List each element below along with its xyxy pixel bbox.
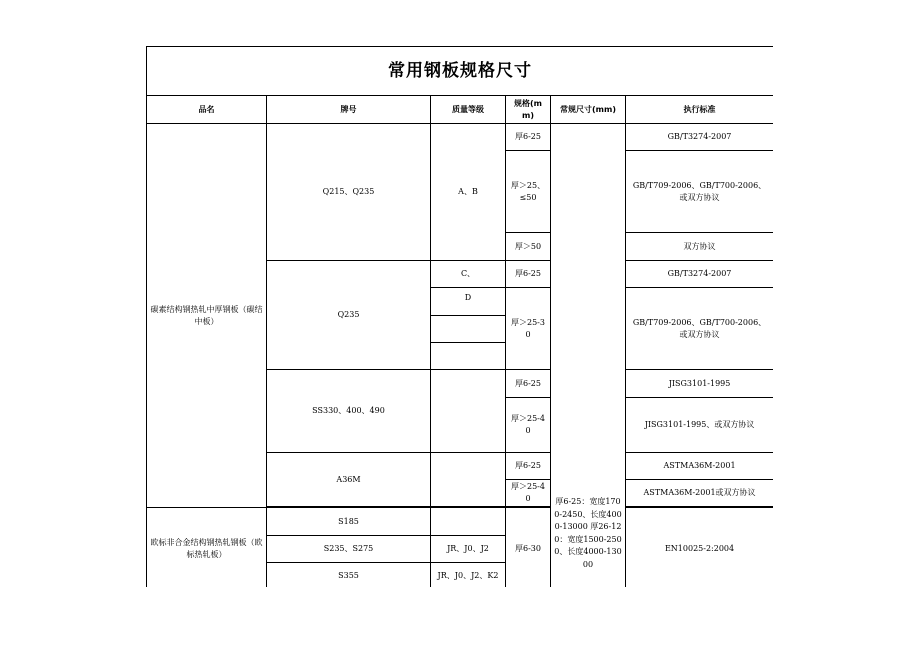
euro-product-name: 欧标非合金结构钢热轧钢板（欧标热轧板） [147, 508, 267, 588]
standard-cell: GB/T3274-2007 [626, 124, 774, 151]
quality-a-b: A、B [431, 124, 506, 261]
empty-cell [431, 316, 506, 343]
header-common-size: 常规尺寸(mm) [551, 96, 626, 124]
standard-cell: ASTMA36M-2001 [626, 453, 774, 480]
quality-cell: JR、J0、J2 [431, 536, 506, 563]
standard-cell: GB/T3274-2007 [626, 261, 774, 288]
grade-s235-s275: S235、S275 [267, 536, 431, 563]
quality-c: C、 [431, 261, 506, 288]
steel-plate-table [146, 46, 773, 587]
header-name: 品名 [147, 96, 267, 124]
spec-cell: 厚6-25 [506, 453, 551, 480]
page-title: 常用钢板规格尺寸 [147, 47, 774, 96]
common-size-text: 厚6-25：宽度1700-2450、长度4000-13000 厚26-120：宽度1500-2500、长度4000-13000 [554, 497, 622, 569]
quality-d: D [431, 288, 506, 316]
grade-a36m: A36M [267, 453, 431, 507]
grade-s355: S355 [267, 563, 431, 588]
standard-cell: GB/T709-2006、GB/T700-2006、或双方协议 [626, 288, 774, 370]
empty-cell [431, 343, 506, 370]
spec-cell: 厚6-25 [506, 124, 551, 151]
spec-cell: 厚6-25 [506, 370, 551, 398]
header-standard: 执行标准 [626, 96, 774, 124]
common-size-cell [551, 124, 626, 588]
header-spec: 规格(mm) [506, 96, 551, 124]
empty-cell [431, 453, 506, 507]
spec-cell: 厚＞25-40 [506, 398, 551, 453]
grade-s185: S185 [267, 508, 431, 536]
empty-cell [431, 370, 506, 453]
standard-cell: GB/T709-2006、GB/T700-2006、或双方协议 [626, 151, 774, 233]
spec-cell: 厚6-30 [506, 508, 551, 588]
standard-cell: 双方协议 [626, 233, 774, 261]
standard-cell: ASTMA36M-2001或双方协议 [626, 480, 774, 507]
quality-cell: JR、J0、J2、K2 [431, 563, 506, 588]
standard-cell: EN10025-2:2004 [626, 508, 774, 588]
grade-ss: SS330、400、490 [267, 370, 431, 453]
spreadsheet [146, 46, 773, 587]
grade-q235: Q235 [267, 261, 431, 370]
quality-cell [431, 508, 506, 536]
standard-cell: JISG3101-1995、或双方协议 [626, 398, 774, 453]
header-grade: 牌号 [267, 96, 431, 124]
grade-q215-q235: Q215、Q235 [267, 124, 431, 261]
spec-cell: 厚＞50 [506, 233, 551, 261]
carbon-product-name: 碳素结构钢热轧中厚钢板（碳结中板） [147, 124, 267, 508]
header-quality: 质量等级 [431, 96, 506, 124]
spec-cell: 厚＞25-40 [506, 480, 551, 507]
spec-cell: 厚＞25-30 [506, 288, 551, 370]
spec-cell: 厚6-25 [506, 261, 551, 288]
spec-cell: 厚＞25、≤50 [506, 151, 551, 233]
standard-cell: JISG3101-1995 [626, 370, 774, 398]
